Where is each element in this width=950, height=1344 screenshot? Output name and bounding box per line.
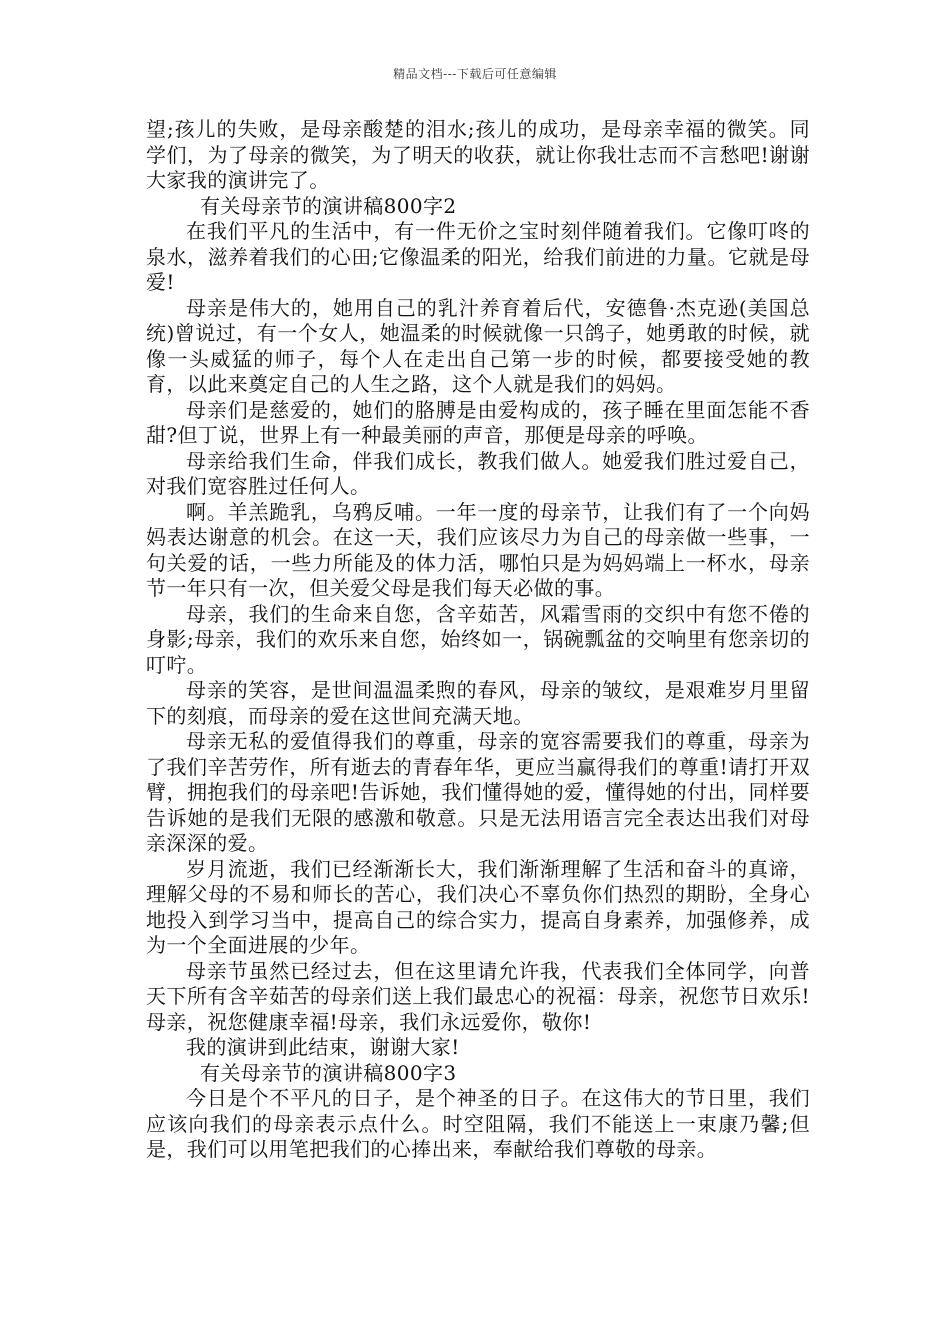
paragraph: 母亲是伟大的，她用自己的乳汁养育着后代，安德鲁·杰克逊(美国总统)曾说过，有一个女人，她温柔的时候就像一只鸽子，她勇敢的时候，就像一头威猛的师子，每个人在走出自己第一步的时候，都要接受她的教育，以此来奠定自己的人生之路，这个人就是我们的妈妈。 bbox=[146, 295, 810, 396]
paragraph: 啊。羊羔跪乳，乌鸦反哺。一年一度的母亲节，让我们有了一个向妈妈表达谢意的机会。在这一天，我们应该尽力为自己的母亲做一些事，一句关爱的话，一些力所能及的体力活，哪怕只是为妈妈端上一杯水，母亲节一年只有一次，但关爱父母是我们每天必做的事。 bbox=[146, 499, 810, 600]
paragraph: 母亲，我们的生命来自您，含辛茹苦，风霜雪雨的交织中有您不倦的身影;母亲，我们的欢乐来自您，始终如一，锅碗瓢盆的交响里有您亲切的叮咛。 bbox=[146, 601, 810, 677]
document-body bbox=[146, 117, 810, 1163]
page-header: 精品文档---下载后可任意编辑 bbox=[393, 67, 557, 81]
section-heading-2: 有关母亲节的演讲稿800字2 bbox=[200, 193, 457, 218]
paragraph: 母亲给我们生命，伴我们成长，教我们做人。她爱我们胜过爱自己，对我们宽容胜过任何人。 bbox=[146, 448, 810, 498]
paragraph: 母亲的笑容，是世间温温柔煦的春风，母亲的皱纹，是艰难岁月里留下的刻痕，而母亲的爱在这世间充满天地。 bbox=[146, 678, 810, 728]
closing-line: 我的演讲到此结束，谢谢大家! bbox=[186, 1035, 460, 1059]
section-heading-3: 有关母亲节的演讲稿800字3 bbox=[200, 1060, 457, 1085]
paragraph: 母亲无私的爱值得我们的尊重，母亲的宽容需要我们的尊重，母亲为了我们辛苦劳作，所有逝去的青春年华，更应当赢得我们的尊重!请打开双臂，拥抱我们的母亲吧!告诉她，我们懂得她的爱，懂得她的付出，同样要告诉她的是我们无限的感激和敬意。只是无法用语言完全表达出我们对母亲深深的爱。 bbox=[146, 729, 810, 855]
paragraph: 在我们平凡的生活中，有一件无价之宝时刻伴随着我们。它像叮咚的泉水，滋养着我们的心田;它像温柔的阳光，给我们前进的力量。它就是母爱! bbox=[146, 219, 810, 294]
paragraph-continuation: 望;孩儿的失败，是母亲酸楚的泪水;孩儿的成功，是母亲幸福的微笑。同学们，为了母亲的微笑，为了明天的收获，就让你我壮志而不言愁吧!谢谢大家我的演讲完了。 bbox=[146, 117, 810, 192]
paragraph: 岁月流逝，我们已经渐渐长大，我们渐渐理解了生活和奋斗的真谛，理解父母的不易和师长的苦心，我们决心不辜负你们热烈的期盼，全身心地投入到学习当中，提高自己的综合实力，提高自身素养，加强修养，成为一个全面进展的少年。 bbox=[146, 856, 810, 957]
paragraph: 母亲们是慈爱的，她们的胳膊是由爱构成的，孩子睡在里面怎能不香甜?但丁说，世界上有一种最美丽的声音，那便是母亲的呼唤。 bbox=[146, 397, 810, 447]
paragraph: 母亲节虽然已经过去，但在这里请允许我，代表我们全体同学，向普天下所有含辛茹苦的母亲们送上我们最忠心的祝福：母亲，祝您节日欢乐!母亲，祝您健康幸福!母亲，我们永远爱你，敬你! bbox=[146, 958, 810, 1034]
paragraph: 今日是个不平凡的日子，是个神圣的日子。在这伟大的节日里，我们应该向我们的母亲表示点什么。时空阻隔，我们不能送上一束康乃馨;但是，我们可以用笔把我们的心捧出来，奉献给我们尊敬的母亲。 bbox=[146, 1086, 810, 1161]
